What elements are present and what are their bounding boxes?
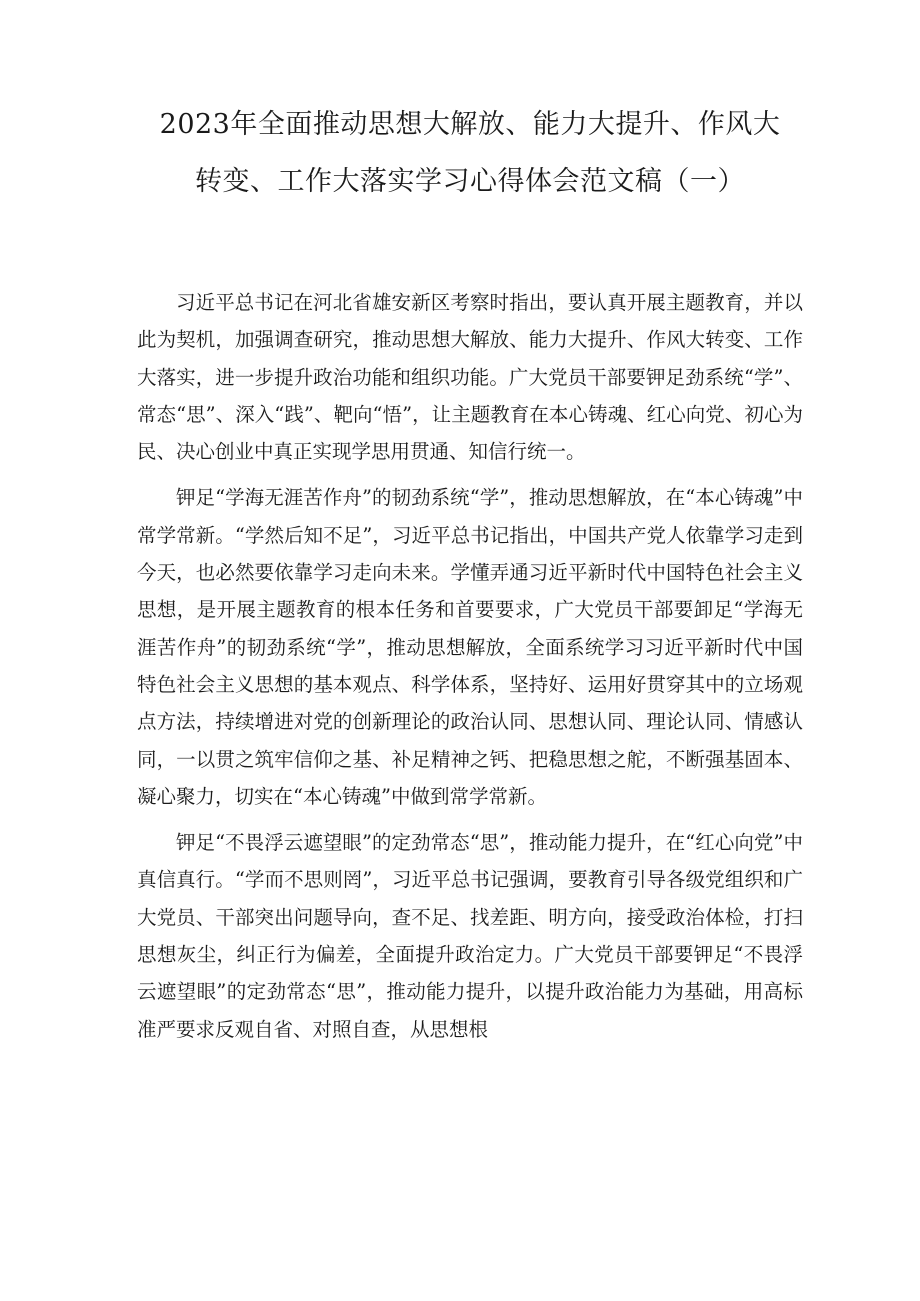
- paragraph-intro: 习近平总书记在河北省雄安新区考察时指出，要认真开展主题教育，并以此为契机，加强调查研究，推动思想大解放、能力大提升、作风大转变、工作大落实，进一步提升政治功能和组织功能。广大党员干部要钾足劲系统“学”、常态“思”、深入“践”、靶向“悟”，让主题教育在本心铸魂、红心向党、初心为民、决心创业中真正实现学思用贯通、知信行统一。: [137, 291, 803, 464]
- document-body: [137, 284, 803, 1048]
- paragraph-study: 钾足“学海无涯苦作舟”的韧劲系统“学”，推动思想解放，在“本心铸魂”中常学常新。“学然后知不足”，习近平总书记指出，中国共产党人依靠学习走到今天，也必然要依靠学习走向未来。学懂弄通习近平新时代中国特色社会主义思想，是开展主题教育的根本任务和首要要求，广大党员干部要卸足“学海无涯苦作舟”的韧劲系统“学”，推动思想解放，全面系统学习习近平新时代中国特色社会主义思想的基本观点、科学体系，坚持好、运用好贯穿其中的立场观点方法，持续增进对党的创新理论的政治认同、思想认同、理论认同、情感认同，一以贯之筑牢信仰之基、补足精神之钙、把稳思想之舵，不断强基固本、凝心聚力，切实在“本心铸魂”中做到常学常新。: [137, 486, 803, 808]
- title-line-1: 2023年全面推动思想大解放、能力大提升、作风大: [159, 109, 781, 140]
- document-title: [137, 96, 803, 210]
- paragraph-reflect: 钾足“不畏浮云遮望眼”的定劲常态“思”，推动能力提升，在“红心向党”中真信真行。“学而不思则罔”，习近平总书记强调，要教育引导各级党组织和广大党员、干部突出问题导向，查不足、找差距、明方向，接受政治体检，打扫思想灰尘，纠正行为偏差，全面提升政治定力。广大党员干部要钾足“不畏浮云遮望眼”的定劲常态“思”，推动能力提升，以提升政治能力为基础，用高标准严要求反观自省、对照自查，从思想根: [137, 831, 803, 1041]
- title-line-2: 转变、工作大落实学习心得体会范文稿（一）: [195, 166, 745, 197]
